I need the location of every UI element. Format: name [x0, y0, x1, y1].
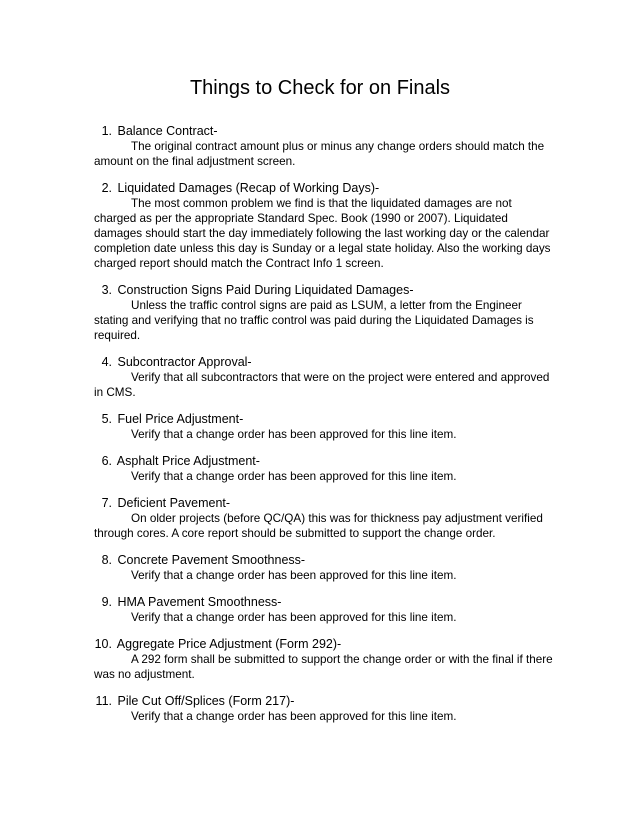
checklist-item [94, 595, 554, 625]
checklist-item-heading [94, 283, 554, 298]
checklist-item-title: Asphalt Price Adjustment- [116, 454, 260, 468]
checklist-item-title: Subcontractor Approval- [117, 355, 252, 369]
checklist-item [94, 496, 554, 541]
checklist-item-description: Verify that a change order has been approved for this line item. [131, 569, 457, 582]
checklist-item-title: Fuel Price Adjustment- [117, 412, 244, 426]
checklist-item-heading [94, 637, 554, 652]
checklist-item-number: 9. [101, 595, 112, 609]
checklist-item [94, 637, 554, 682]
checklist-item-title: HMA Pavement Smoothness- [117, 595, 282, 609]
checklist-item-title: Aggregate Price Adjustment (Form 292)- [116, 637, 342, 651]
checklist-item-number: 3. [101, 283, 112, 297]
page-title: Things to Check for on Finals [189, 77, 451, 99]
checklist-item [94, 694, 554, 724]
checklist-item-description: Verify that a change order has been approved for this line item. [131, 428, 457, 441]
checklist-item-heading [94, 454, 554, 469]
checklist-item-description: Unless the traffic control signs are paid as LSUM, a letter from the Engineer stating and verifying that no traffic control was paid during the Liquidated Damages is required. [94, 299, 534, 342]
checklist-item [94, 124, 554, 169]
checklist-item-number: 1. [101, 124, 112, 138]
checklist-item-title: Concrete Pavement Smoothness- [117, 553, 306, 567]
checklist-item-description: Verify that a change order has been approved for this line item. [131, 710, 457, 723]
checklist-item-title: Deficient Pavement- [117, 496, 231, 510]
checklist-item-title: Pile Cut Off/Splices (Form 217)- [117, 694, 295, 708]
checklist-item-title: Balance Contract- [117, 124, 218, 138]
checklist-item-description: On older projects (before QC/QA) this was for thickness pay adjustment verified through cores. A core report should be submitted to support the change order. [94, 512, 543, 540]
checklist-item-description: Verify that all subcontractors that were on the project were entered and approved in CMS. [94, 371, 550, 399]
checklist-item-heading [94, 355, 554, 370]
checklist-item [94, 355, 554, 400]
checklist-item [94, 283, 554, 343]
checklist-item-heading [94, 124, 554, 139]
checklist-item [94, 454, 554, 484]
checklist-item-description: Verify that a change order has been approved for this line item. [131, 611, 457, 624]
checklist-item [94, 553, 554, 583]
checklist-item [94, 181, 554, 271]
checklist-item-number: 7. [101, 496, 112, 510]
checklist-item [94, 412, 554, 442]
checklist-item-number: 5. [101, 412, 112, 426]
checklist-item-heading [94, 694, 554, 709]
checklist-item-heading [94, 595, 554, 610]
checklist-item-description: A 292 form shall be submitted to support the change order or with the final if there was no adjustment. [94, 653, 553, 681]
checklist-item-title: Liquidated Damages (Recap of Working Days)- [117, 181, 380, 195]
checklist-item-heading [94, 412, 554, 427]
checklist-item-heading [94, 181, 554, 196]
checklist-item-description: Verify that a change order has been approved for this line item. [131, 470, 457, 483]
checklist-item-number: 10. [94, 637, 112, 651]
checklist [94, 112, 554, 724]
checklist-item-title: Construction Signs Paid During Liquidated Damages- [117, 283, 414, 297]
checklist-item-description: The most common problem we find is that the liquidated damages are not charged as per the appropriate Standard Spec. Book (1990 or 2007). Liquidated damages should start the day immediately following the last working day or the calendar completion date unless this day is Sunday or a legal state holiday. Also the working days charged report should match the Contract Info 1 screen. [94, 197, 551, 270]
checklist-item-number: 11. [95, 694, 112, 708]
checklist-item-number: 4. [101, 355, 112, 369]
checklist-item-number: 2. [101, 181, 112, 195]
checklist-item-heading [94, 496, 554, 511]
checklist-item-description: The original contract amount plus or minus any change orders should match the amount on the final adjustment screen. [94, 140, 545, 168]
checklist-item-number: 6. [101, 454, 112, 468]
checklist-item-heading [94, 553, 554, 568]
checklist-item-number: 8. [101, 553, 112, 567]
